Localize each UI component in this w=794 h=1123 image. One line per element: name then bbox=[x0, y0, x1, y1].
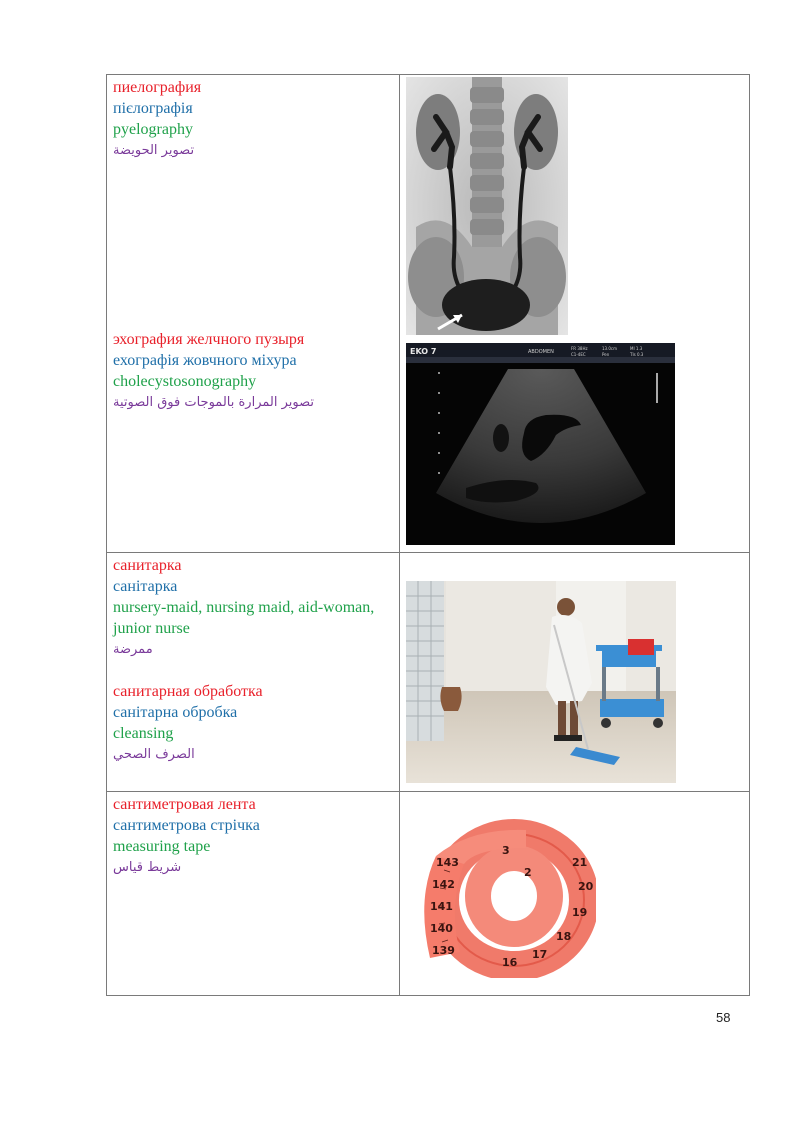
tape-number: 19 bbox=[572, 906, 588, 919]
term-ru: сантиметровая лента bbox=[113, 796, 256, 813]
gallbladder-ultrasound-image bbox=[406, 343, 675, 545]
table-row bbox=[107, 75, 750, 553]
table-row bbox=[107, 792, 750, 996]
term-ar: تصوير الحويضة bbox=[113, 143, 195, 158]
term-en: pyelography bbox=[113, 121, 193, 138]
tape-number: 2 bbox=[524, 866, 532, 879]
table-row bbox=[107, 553, 750, 792]
tape-number: 21 bbox=[572, 856, 588, 869]
cleaning-nurse-photo bbox=[406, 581, 676, 783]
tape-number: 16 bbox=[502, 956, 518, 969]
term-uk: санітарна обробка bbox=[113, 704, 238, 721]
image-cell bbox=[400, 792, 750, 996]
term-en: nursery-maid, nursing maid, aid-woman, junior nurse bbox=[113, 599, 375, 637]
ultrasound-tis: TIs 0.3 bbox=[630, 352, 644, 357]
ultrasound-mi: MI 1.3 bbox=[630, 346, 643, 351]
tape-number: 17 bbox=[532, 948, 548, 961]
term-ar: ممرضة bbox=[113, 642, 153, 657]
measuring-tape-photo bbox=[406, 808, 596, 978]
term-ru: эхография желчного пузыря bbox=[113, 331, 305, 348]
image-cell bbox=[400, 553, 750, 792]
ultrasound-probe: C1-4EC bbox=[571, 352, 586, 357]
tape-number: 139 bbox=[432, 944, 455, 957]
terms-cell bbox=[107, 553, 400, 792]
glossary-table bbox=[106, 74, 750, 996]
term-en: cleansing bbox=[113, 725, 174, 742]
ultrasound-pen: Pen bbox=[602, 352, 610, 357]
tape-number: 20 bbox=[578, 880, 594, 893]
term-ar: تصوير المرارة بالموجات فوق الصوتية bbox=[113, 395, 314, 410]
image-cell bbox=[400, 75, 750, 553]
ultrasound-depth: 13.0cm bbox=[602, 346, 618, 351]
ultrasound-fr: FR 38Hz bbox=[571, 346, 588, 351]
page-number: 58 bbox=[716, 1010, 731, 1025]
term-ar: شريط قياس bbox=[113, 860, 182, 875]
tape-number: 140 bbox=[430, 922, 453, 935]
term-uk: санітарка bbox=[113, 578, 178, 595]
tape-number: 143 bbox=[436, 856, 459, 869]
pyelography-xray-image bbox=[406, 77, 568, 335]
ultrasound-brand: EKO 7 bbox=[410, 347, 437, 356]
term-ru: санитарная обработка bbox=[113, 683, 263, 700]
tape-number: 18 bbox=[556, 930, 572, 943]
term-ar: الصرف الصحي bbox=[113, 747, 195, 762]
term-ru: пиелография bbox=[113, 79, 202, 96]
term-en: cholecystosonography bbox=[113, 373, 257, 390]
tape-number: 3 bbox=[502, 844, 510, 857]
tape-number: 142 bbox=[432, 878, 455, 891]
tape-number: 141 bbox=[430, 900, 453, 913]
term-uk: ехографія жовчного міхура bbox=[113, 352, 297, 369]
term-uk: пієлографія bbox=[113, 100, 193, 117]
terms-cell bbox=[107, 75, 400, 553]
ultrasound-mode: ABDOMEN bbox=[528, 349, 554, 355]
terms-cell bbox=[107, 792, 400, 996]
term-en: measuring tape bbox=[113, 838, 211, 855]
term-uk: сантиметрова стрічка bbox=[113, 817, 260, 834]
term-ru: санитарка bbox=[113, 557, 182, 574]
